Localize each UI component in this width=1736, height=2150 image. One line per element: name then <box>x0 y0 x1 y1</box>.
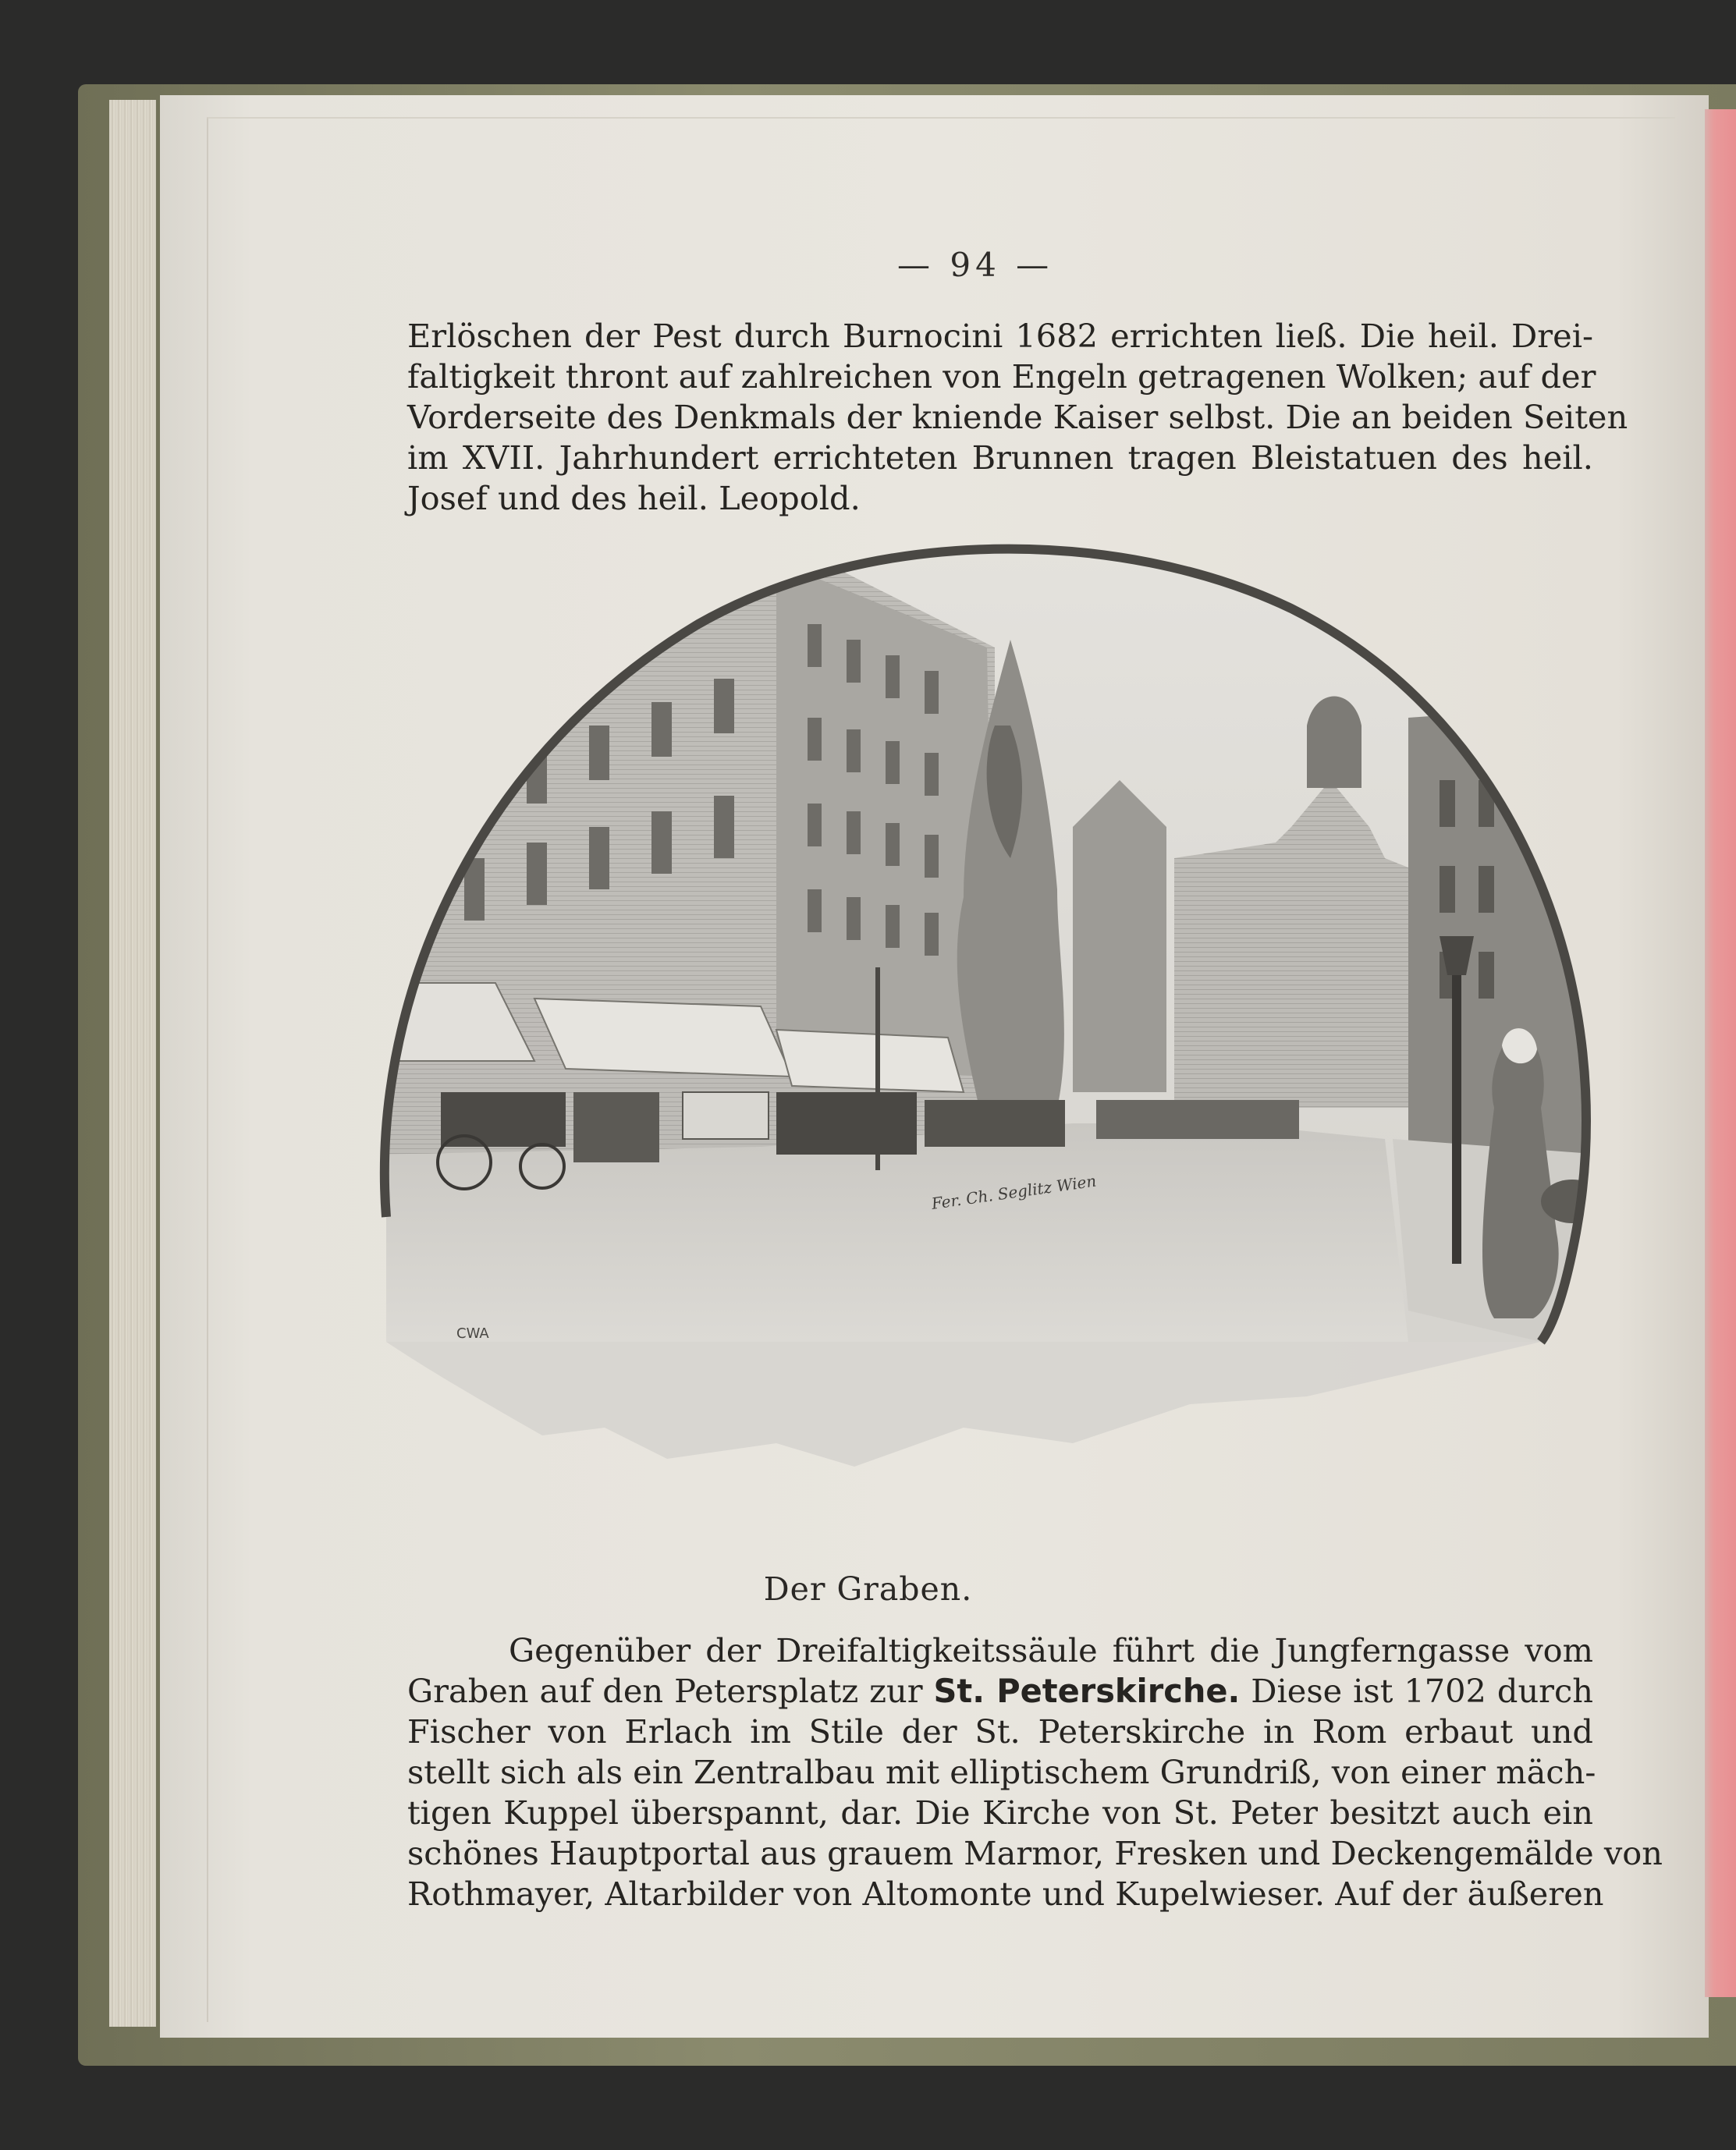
page-edges <box>109 100 156 2027</box>
page-number: — 94 — <box>897 246 1054 284</box>
monogram: CWA <box>456 1325 489 1342</box>
bottom-paragraph <box>407 1630 1663 1914</box>
figure-caption: Der Graben. <box>763 1570 973 1608</box>
text-line: schönes Hauptportal aus grauem Marmor, Fresken und Deckengemälde von <box>407 1834 1663 1872</box>
text-line: tigen Kuppel überspannt, dar. Die Kirche von St. Peter besitzt auch ein <box>407 1793 1593 1832</box>
church-name: St. Peterskirche. <box>933 1672 1241 1710</box>
text-line: im XVII. Jahrhundert errichteten Brunnen tragen Bleistatuen des heil. <box>407 438 1593 477</box>
graben-illustration <box>371 530 1603 1560</box>
text-line: Josef und des heil. Leopold. <box>407 479 861 517</box>
text-line: Vorderseite des Denkmals der kniende Kaiser selbst. Die an beiden Seiten <box>407 398 1628 436</box>
next-page-edge <box>1705 109 1736 1997</box>
text-line: Fischer von Erlach im Stile der St. Peterskirche in Rom erbaut und <box>407 1712 1593 1751</box>
text-line: Gegenüber der Dreifaltigkeitssäule führt die Jungferngasse vom <box>509 1631 1593 1669</box>
text-line: Erlöschen der Pest durch Burnocini 1682 errichten ließ. Die heil. Drei- <box>407 317 1593 355</box>
text-line: Graben auf den Petersplatz zur St. Peterskirche. Diese ist 1702 durch <box>407 1672 1593 1710</box>
top-paragraph <box>407 316 1628 519</box>
engraver-signature: Fer. Ch. Seglitz Wien <box>930 1171 1098 1213</box>
text-line: stellt sich als ein Zentralbau mit elliptischem Grundriß, von einer mäch- <box>407 1753 1596 1791</box>
text-line: faltigkeit thront auf zahlreichen von Engeln getragenen Wolken; auf der <box>407 357 1596 396</box>
text-line: Rothmayer, Altarbilder von Altomonte und Kupelwieser. Auf der äußeren <box>407 1875 1604 1913</box>
